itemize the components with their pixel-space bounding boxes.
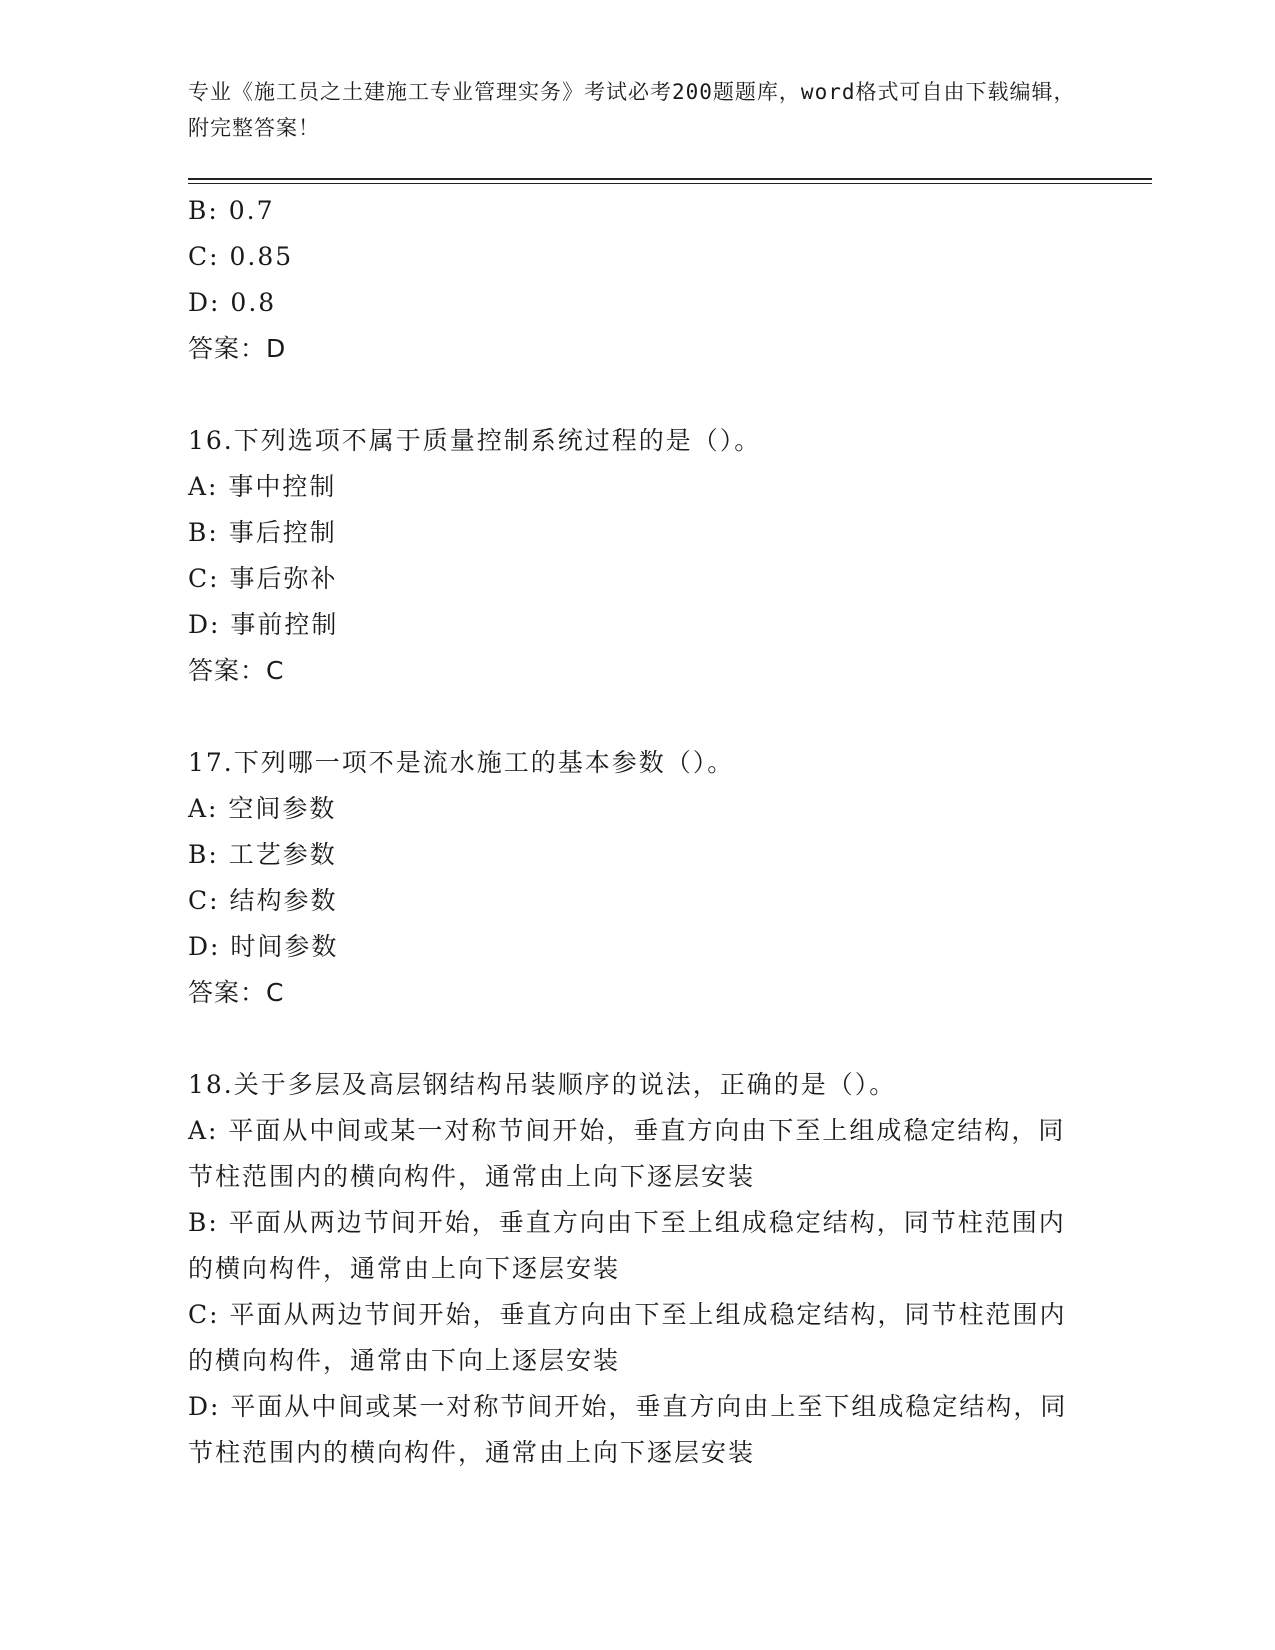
option-a: A: 平面从中间或某一对称节间开始，垂直方向由下至上组成稳定结构，同节柱范围内的横向构件，通常由上向下逐层安装 — [188, 1116, 1066, 1191]
answer-line: 答案：C — [188, 656, 285, 685]
header-divider-thick — [188, 178, 1152, 180]
option-d: D: 事前控制 — [188, 610, 339, 639]
option-b: B: 0.7 — [188, 196, 275, 225]
option-b: B: 工艺参数 — [188, 840, 337, 869]
document-body — [188, 188, 1088, 1476]
option-a: A: 事中控制 — [188, 472, 337, 501]
spacer — [188, 1016, 1088, 1062]
leading-question-fragment — [188, 188, 1088, 372]
document-header — [188, 74, 1088, 146]
option-a: A: 空间参数 — [188, 794, 337, 823]
option-b: B: 事后控制 — [188, 518, 337, 547]
spacer — [188, 694, 1088, 740]
header-title: 专业《施工员之土建施工专业管理实务》考试必考200题题库，word格式可自由下载编辑，附完整答案！ — [188, 80, 1076, 140]
option-c: C: 结构参数 — [188, 886, 338, 915]
question-stem: 18.关于多层及高层钢结构吊装顺序的说法，正确的是（）。 — [188, 1070, 897, 1099]
option-d: D: 0.8 — [188, 288, 277, 317]
answer-line: 答案：C — [188, 978, 285, 1007]
question-stem: 16.下列选项不属于质量控制系统过程的是（）。 — [188, 426, 762, 455]
answer-line: 答案：D — [188, 334, 287, 363]
option-b: B: 平面从两边节间开始，垂直方向由下至上组成稳定结构，同节柱范围内的横向构件，通常由上向下逐层安装 — [188, 1208, 1066, 1283]
question-17 — [188, 740, 1088, 1016]
option-c: C: 事后弥补 — [188, 564, 338, 593]
spacer — [188, 372, 1088, 418]
question-stem: 17.下列哪一项不是流水施工的基本参数（）。 — [188, 748, 735, 777]
option-c: C: 0.85 — [188, 242, 294, 271]
option-d: D: 平面从中间或某一对称节间开始，垂直方向由上至下组成稳定结构，同节柱范围内的横向构件，通常由上向下逐层安装 — [188, 1392, 1068, 1467]
question-18 — [188, 1062, 1088, 1476]
option-d: D: 时间参数 — [188, 932, 339, 961]
option-c: C: 平面从两边节间开始，垂直方向由下至上组成稳定结构，同节柱范围内的横向构件，通常由下向上逐层安装 — [188, 1300, 1067, 1375]
question-16 — [188, 418, 1088, 694]
header-divider-thin — [188, 183, 1152, 184]
